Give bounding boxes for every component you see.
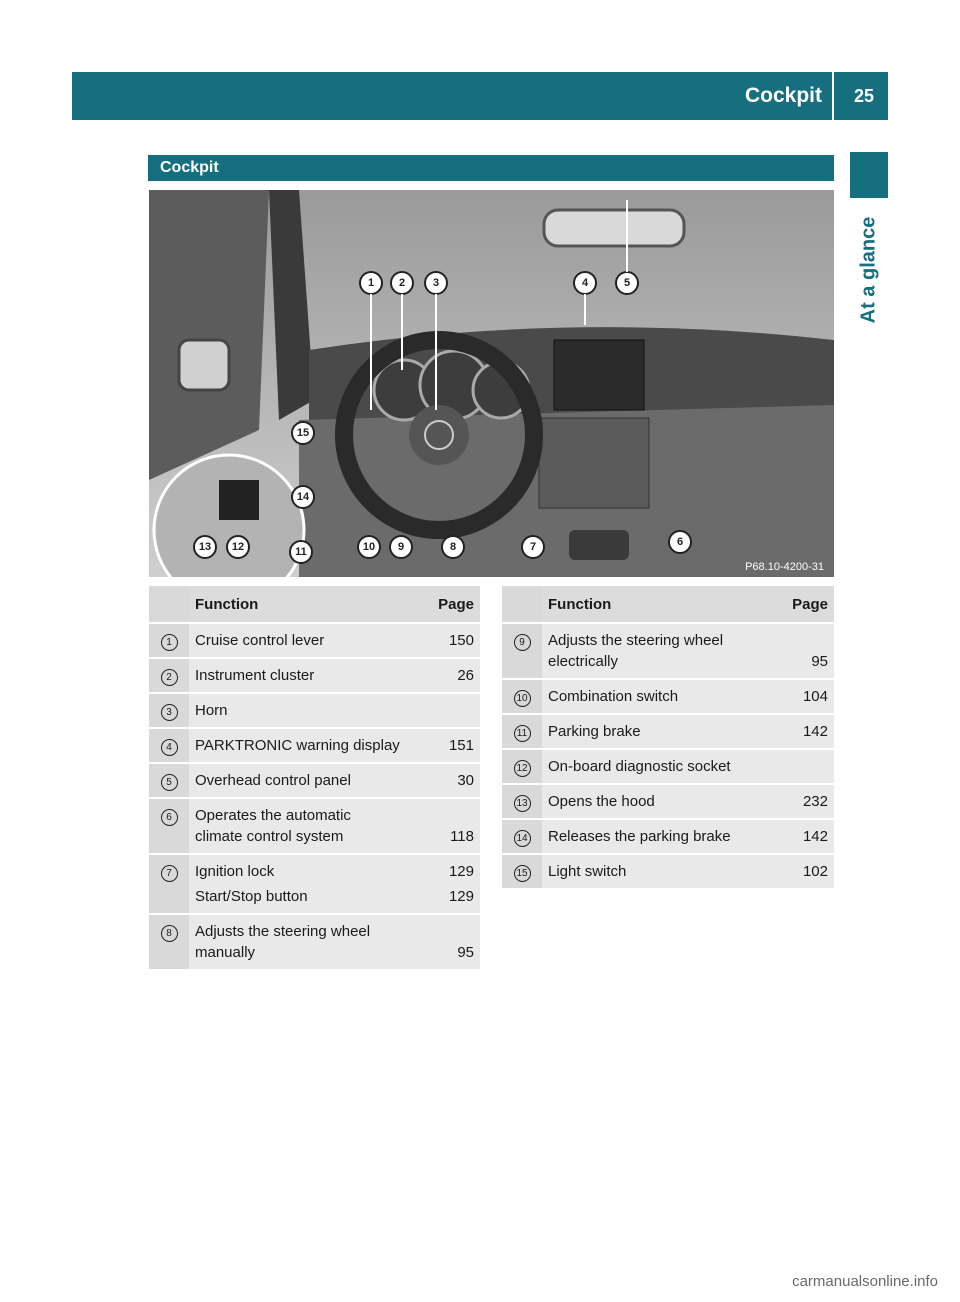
page-cell — [408, 693, 480, 728]
page-ref: 129 — [448, 863, 474, 880]
function-text: Releases the parking brake — [548, 828, 731, 845]
page-ref: 30 — [457, 772, 474, 789]
section-title-bar — [148, 155, 834, 181]
function-column-header: Function — [189, 586, 408, 623]
right-function-table — [502, 586, 834, 890]
function-cell — [189, 693, 408, 728]
function-cell — [542, 819, 762, 854]
number-column-header — [502, 586, 542, 623]
function-text: Ignition lock — [195, 863, 275, 880]
page-ref: 95 — [457, 944, 474, 961]
page-cell — [762, 749, 834, 784]
table-row — [502, 819, 834, 854]
table-row — [149, 658, 480, 693]
page-number: 25 — [853, 86, 874, 106]
row-number-cell — [502, 819, 542, 854]
page-ref: 102 — [802, 863, 828, 880]
table-row — [502, 714, 834, 749]
number-badge: 2 — [161, 669, 178, 686]
table-row — [502, 854, 834, 889]
side-tab-label: At a glance — [857, 216, 880, 324]
function-cell — [542, 784, 762, 819]
left-table-body — [149, 623, 480, 970]
callout-15: 15 — [296, 427, 310, 439]
function-cell — [189, 728, 408, 763]
function-text: Operates the automatic climate control system — [195, 807, 351, 845]
side-tab — [850, 200, 888, 340]
page-cell — [762, 784, 834, 819]
page-ref: 142 — [802, 723, 828, 740]
table-row — [149, 854, 480, 914]
table-row — [502, 679, 834, 714]
side-tab-block — [850, 152, 888, 198]
page-cell — [762, 623, 834, 679]
page-cell — [408, 728, 480, 763]
table-row — [149, 623, 480, 658]
callout-13: 13 — [198, 541, 212, 553]
right-table-body — [502, 623, 834, 889]
table-row — [149, 798, 480, 854]
function-text: PARKTRONIC warning display — [195, 737, 400, 754]
row-number-cell — [502, 679, 542, 714]
table-header-row — [502, 586, 834, 623]
function-text: Parking brake — [548, 723, 641, 740]
row-number-cell — [502, 784, 542, 819]
row-number-cell — [149, 798, 189, 854]
number-badge: 8 — [161, 925, 178, 942]
table-row — [149, 763, 480, 798]
function-cell — [542, 714, 762, 749]
function-cell — [189, 763, 408, 798]
function-cell — [542, 623, 762, 679]
page-ref: 129 — [448, 888, 474, 905]
page-ref: 118 — [450, 828, 474, 845]
table-row — [502, 784, 834, 819]
page-cell — [762, 854, 834, 889]
number-badge: 6 — [161, 809, 178, 826]
callout-8: 8 — [449, 541, 457, 553]
page-ref — [414, 700, 474, 721]
function-cell — [189, 854, 408, 914]
callout-9: 9 — [397, 541, 405, 553]
row-number-cell — [502, 623, 542, 679]
page-cell — [762, 819, 834, 854]
page-cell — [408, 914, 480, 970]
callout-11: 11 — [295, 546, 307, 558]
page-ref: 104 — [802, 688, 828, 705]
number-badge: 10 — [514, 690, 531, 707]
function-cell — [542, 679, 762, 714]
page-cell — [408, 854, 480, 914]
page-ref: 232 — [802, 793, 828, 810]
page-cell — [762, 714, 834, 749]
number-badge: 5 — [161, 774, 178, 791]
page-cell — [762, 679, 834, 714]
table-row — [149, 693, 480, 728]
callout-1: 1 — [367, 277, 375, 289]
number-badge: 11 — [514, 725, 531, 742]
row-number-cell — [502, 749, 542, 784]
function-text: Cruise control lever — [195, 632, 325, 649]
page-ref: 151 — [448, 737, 474, 754]
function-text: Combination switch — [548, 688, 679, 705]
row-number-cell — [502, 714, 542, 749]
function-cell — [189, 914, 408, 970]
table-row — [502, 623, 834, 679]
page-cell — [408, 658, 480, 693]
number-badge: 13 — [514, 795, 531, 812]
number-badge: 7 — [161, 865, 178, 882]
function-cell — [189, 623, 408, 658]
header-title: Cockpit — [744, 84, 822, 107]
callout-6: 6 — [676, 536, 684, 548]
cockpit-drawing — [149, 190, 834, 577]
page-ref: 150 — [448, 632, 474, 649]
function-text: Opens the hood — [548, 793, 655, 810]
table-header-row — [149, 586, 480, 623]
row-number-cell — [149, 658, 189, 693]
row-number-cell — [149, 693, 189, 728]
function-text: Overhead control panel — [195, 772, 351, 789]
function-cell — [189, 798, 408, 854]
number-badge: 12 — [514, 760, 531, 777]
function-column-header: Function — [542, 586, 762, 623]
header-bar — [72, 72, 888, 120]
number-column-header — [149, 586, 189, 623]
cockpit-illustration — [149, 190, 834, 577]
row-number-cell — [149, 914, 189, 970]
header-divider — [832, 72, 834, 120]
number-badge: 14 — [514, 830, 531, 847]
page-column-header: Page — [408, 586, 480, 623]
number-badge: 1 — [161, 634, 178, 651]
callout-14: 14 — [296, 491, 310, 503]
function-cell — [542, 749, 762, 784]
function-cell — [189, 658, 408, 693]
table-row — [149, 728, 480, 763]
row-number-cell — [149, 763, 189, 798]
function-cell — [542, 854, 762, 889]
function-text: Light switch — [548, 863, 627, 880]
function-text: Adjusts the steering wheel electrically — [548, 632, 724, 670]
page-cell — [408, 763, 480, 798]
page-column-header: Page — [762, 586, 834, 623]
page-cell — [408, 798, 480, 854]
page-ref — [768, 756, 828, 777]
table-row — [502, 749, 834, 784]
function-text: On-board diagnostic socket — [548, 758, 731, 775]
function-text: Horn — [195, 702, 228, 719]
number-badge: 4 — [161, 739, 178, 756]
row-number-cell — [502, 854, 542, 889]
table-row — [149, 914, 480, 970]
left-function-table — [149, 586, 480, 971]
section-title: Cockpit — [160, 159, 219, 176]
callout-3: 3 — [432, 277, 440, 289]
callout-2: 2 — [398, 277, 406, 289]
callout-4: 4 — [581, 277, 589, 289]
callout-5: 5 — [623, 277, 631, 289]
illustration-code: P68.10-4200-31 — [745, 561, 824, 573]
function-text: Instrument cluster — [195, 667, 315, 684]
callout-7: 7 — [529, 541, 537, 553]
page-ref: 142 — [802, 828, 828, 845]
function-text: Adjusts the steering wheel manually — [195, 923, 371, 961]
row-number-cell — [149, 728, 189, 763]
number-badge: 9 — [514, 634, 531, 651]
row-number-cell — [149, 854, 189, 914]
callout-12: 12 — [231, 541, 245, 553]
page-ref: 26 — [457, 667, 474, 684]
page-cell — [408, 623, 480, 658]
page-ref: 95 — [811, 653, 828, 670]
callout-10: 10 — [362, 541, 376, 553]
function-text: Start/Stop button — [195, 888, 308, 905]
number-badge: 15 — [514, 865, 531, 882]
row-number-cell — [149, 623, 189, 658]
watermark: carmanualsonline.info — [792, 1273, 938, 1290]
number-badge: 3 — [161, 704, 178, 721]
